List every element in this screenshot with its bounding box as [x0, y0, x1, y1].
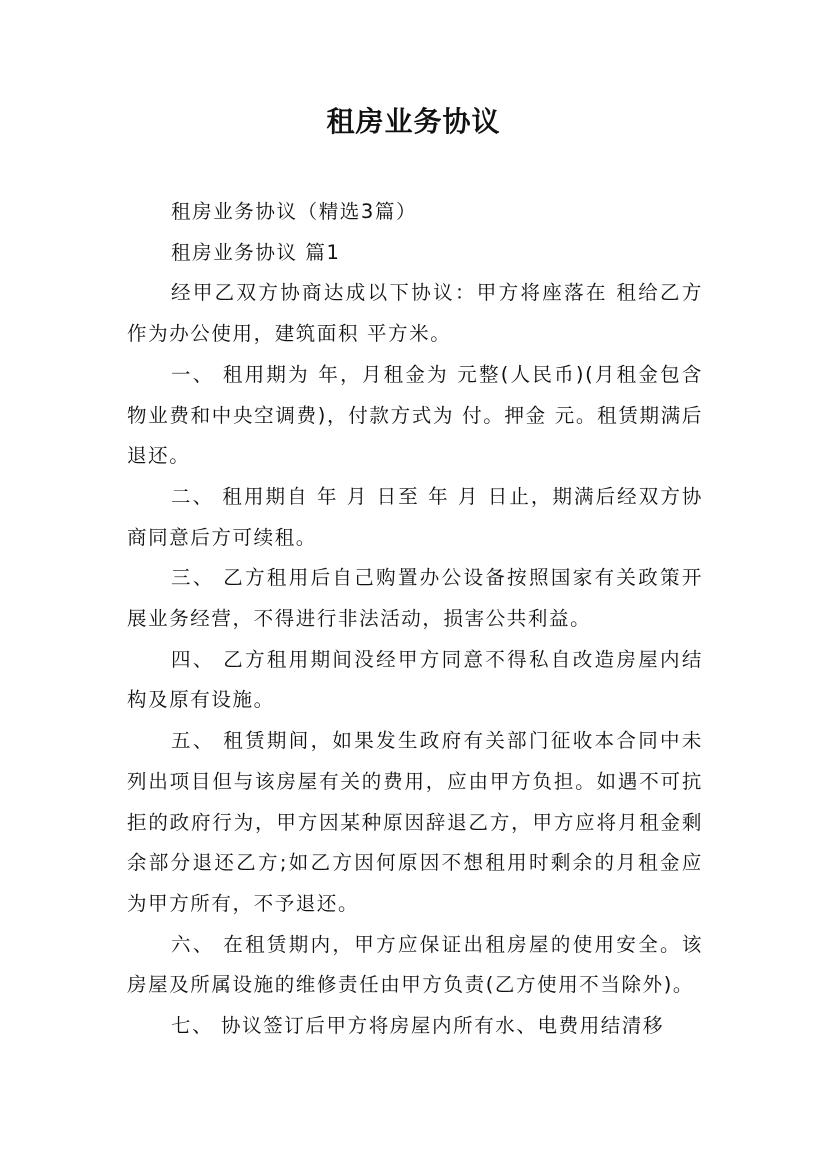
paragraph-clause-1: 一、 租用期为 年，月租金为 元整(人民币)(月租金包含物业费和中央空调费)，付款方式为 付。押金 元。租赁期满后退还。: [127, 362, 703, 468]
paragraph-subtitle: 租房业务协议（精选3篇）: [171, 200, 418, 223]
paragraph-intro: 经甲乙双方协商达成以下协议：甲方将座落在 租给乙方作为办公使用，建筑面积 平方米。: [127, 281, 703, 346]
paragraph-section-heading: 租房业务协议 篇1: [171, 240, 341, 264]
paragraph-clause-6: 六、 在租赁期内，甲方应保证出租房屋的使用安全。该房屋及所属设施的维修责任由甲方负责(乙方使用不当除外)。: [127, 932, 703, 997]
paragraph-clause-3: 三、 乙方租用后自己购置办公设备按照国家有关政策开展业务经营，不得进行非法活动，损害公共利益。: [127, 566, 703, 631]
document-title: 租房业务协议: [326, 105, 501, 138]
paragraph-clause-5: 五、 租赁期间，如果发生政府有关部门征收本合同中未列出项目但与该房屋有关的费用，应由甲方负担。如遇不可抗拒的政府行为，甲方因某种原因辞退乙方，甲方应将月租金剩余部分退还乙方;如乙方因何原因不想租用时剩余的月租金应为甲方所有，不予退还。: [127, 729, 703, 915]
document-body: [127, 192, 703, 1047]
paragraph-clause-7: 七、 协议签订后甲方将房屋内所有水、电费用结清移: [171, 1014, 665, 1038]
paragraph-clause-2: 二、 租用期自 年 月 日至 年 月 日止，期满后经双方协商同意后方可续租。: [127, 484, 703, 549]
paragraph-clause-4: 四、 乙方租用期间没经甲方同意不得私自改造房屋内结构及原有设施。: [127, 647, 703, 712]
